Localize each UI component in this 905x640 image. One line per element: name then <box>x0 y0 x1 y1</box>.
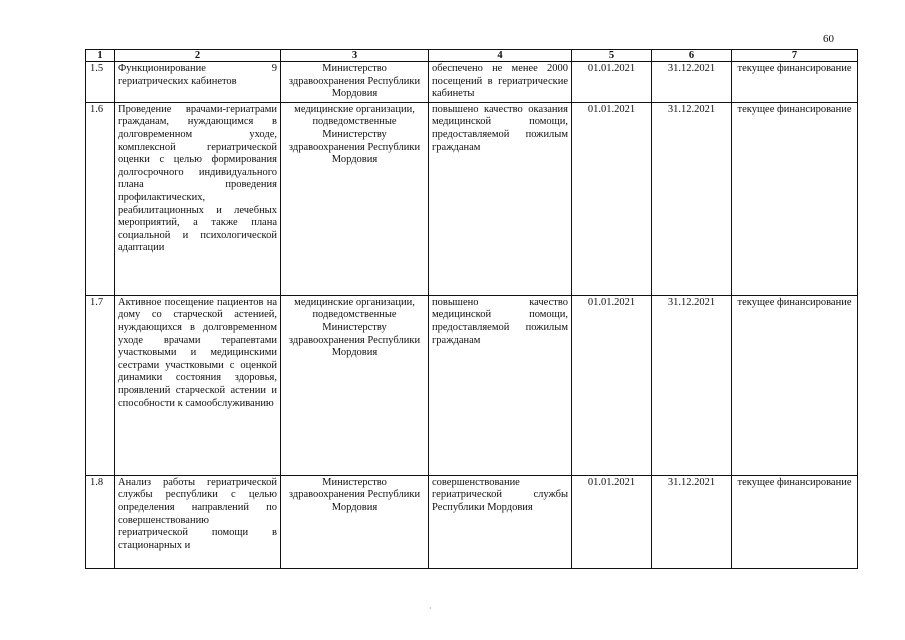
header-col-4: 4 <box>429 50 572 62</box>
header-col-6: 6 <box>652 50 732 62</box>
header-col-7: 7 <box>732 50 858 62</box>
funding-cell: текущее финансирование <box>732 475 858 568</box>
activity-cell: Активное посещение пациентов на дому со старческой астенией, нуждающихся в долговременном уходе врачами терапевтами участковыми и медицинскими сестрами участковыми с оценкой динамики состояния здоровья, проявлений старческой астении и способности к самообслуживанию <box>115 295 281 475</box>
header-col-5: 5 <box>572 50 652 62</box>
executor-cell: медицинские организации, подведомственные Министерству здравоохранения Республики Мордовия <box>281 295 429 475</box>
header-col-1: 1 <box>86 50 115 62</box>
start-date-cell: 01.01.2021 <box>572 475 652 568</box>
executor-cell: медицинские организации, подведомственные Министерству здравоохранения Республики Мордовия <box>281 102 429 295</box>
funding-cell: текущее финансирование <box>732 295 858 475</box>
plan-table <box>85 49 858 569</box>
result-cell: повышено качество медицинской помощи, предоставляемой пожилым гражданам <box>429 295 572 475</box>
table-row <box>86 102 858 295</box>
result-cell: обеспечено не менее 2000 посещений в гериатрические кабинеты <box>429 62 572 103</box>
activity-cell: Проведение врачами-гериатрами гражданам, нуждающимся в долговременном уходе, комплексной гериатрической оценки с целью формирования долгосрочного индивидуального плана проведения профилактических, реабилитационных и лечебных мероприятий, а также плана социальной и психологической адаптации <box>115 102 281 295</box>
table-row <box>86 62 858 103</box>
row-number: 1.7 <box>86 295 115 475</box>
funding-cell: текущее финансирование <box>732 62 858 103</box>
scan-artifact-dot: · <box>429 604 432 613</box>
activity-cell: Анализ работы гериатрической службы республики с целью определения направлений по совершенствованию гериатрической помощи в стационарных и <box>115 475 281 568</box>
table-row <box>86 475 858 568</box>
start-date-cell: 01.01.2021 <box>572 102 652 295</box>
end-date-cell: 31.12.2021 <box>652 475 732 568</box>
executor-cell: Министерство здравоохранения Республики Мордовия <box>281 475 429 568</box>
start-date-cell: 01.01.2021 <box>572 62 652 103</box>
activity-cell: Функционирование 9 гериатрических кабинетов <box>115 62 281 103</box>
row-number: 1.8 <box>86 475 115 568</box>
row-number: 1.5 <box>86 62 115 103</box>
result-cell: совершенствование гериатрической службы Республики Мордовия <box>429 475 572 568</box>
funding-cell: текущее финансирование <box>732 102 858 295</box>
end-date-cell: 31.12.2021 <box>652 62 732 103</box>
table-header-row <box>86 50 858 62</box>
start-date-cell: 01.01.2021 <box>572 295 652 475</box>
end-date-cell: 31.12.2021 <box>652 102 732 295</box>
executor-cell: Министерство здравоохранения Республики Мордовия <box>281 62 429 103</box>
table-row <box>86 295 858 475</box>
page-number: 60 <box>823 33 834 45</box>
row-number: 1.6 <box>86 102 115 295</box>
header-col-2: 2 <box>115 50 281 62</box>
end-date-cell: 31.12.2021 <box>652 295 732 475</box>
header-col-3: 3 <box>281 50 429 62</box>
result-cell: повышено качество оказания медицинской помощи, предоставляемой пожилым гражданам <box>429 102 572 295</box>
